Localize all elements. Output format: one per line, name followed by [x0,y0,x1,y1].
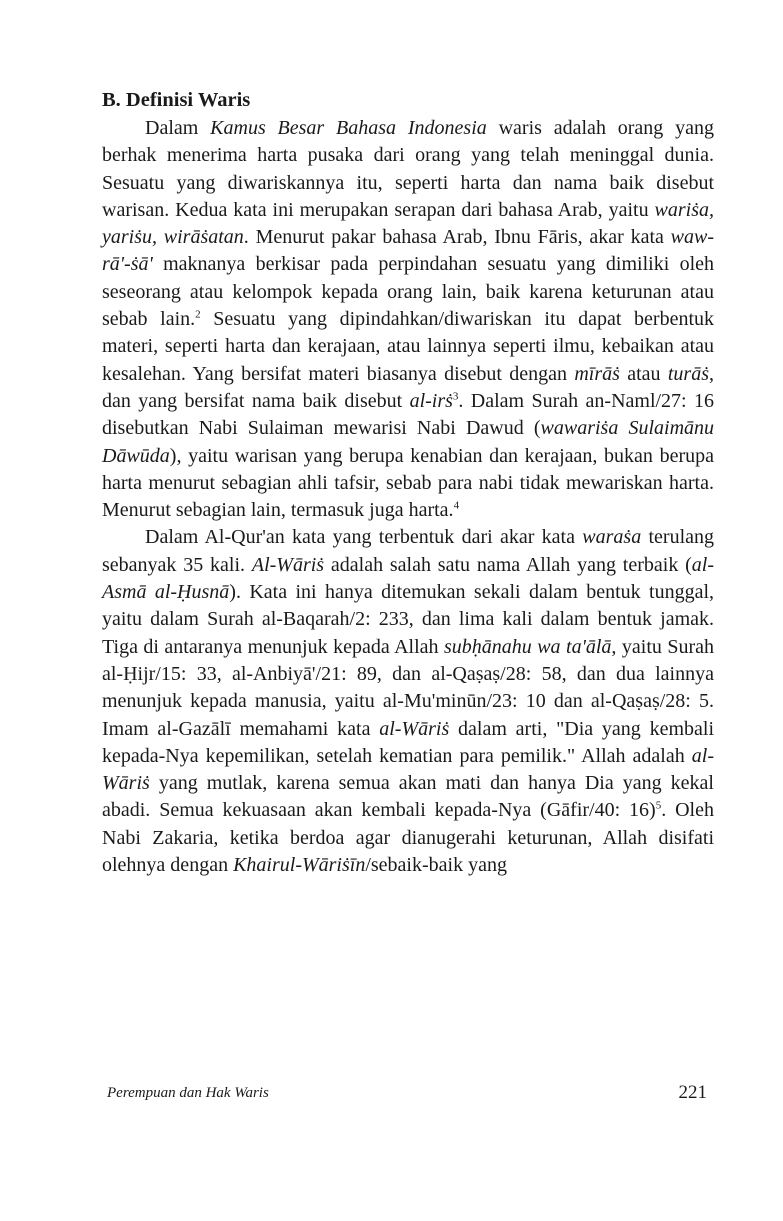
footnote-ref-2[interactable]: 2 [195,308,201,321]
paragraph-2 [102,524,714,879]
para2-text-9: /sebaik-baik yang [365,854,507,877]
para2-italic-1: waraṡa [582,526,642,549]
para2-text-7: yang mutlak, karena semua akan mati dan hanya Dia yang kekal abadi. Semua kekuasaan akan kembali kepada-Nya (Gāfir/40: 16) [102,772,714,822]
para1-italic-4: mīrāṡ [574,362,620,385]
page-footer [107,1082,707,1106]
para1-text-6: atau [619,362,668,385]
section-heading: B. Definisi Waris [102,89,251,111]
para2-text-5: , yaitu Surah al-Ḥijr/15: 33, al-Anbiyā'/21: 89, dan al-Qaṣaṣ/28: 58, dan dua lainnya menunjuk kepada manusia, yaitu al-Mu'minūn/23: 10 dan al-Qaṣaṣ/28: 5. Imam al-Gazālī memahami kata [102,635,715,740]
para2-italic-7: Khairul-Wāriṡīn [233,854,366,877]
para1-text-3: . Menurut pakar bahasa Arab, Ibnu Fāris, akar kata [243,226,671,249]
para2-italic-2: Al-Wāriṡ [251,553,325,576]
para2-text-3: adalah salah satu nama Allah yang terbaik ( [324,553,692,576]
para1-italic-1: Kamus Besar Bahasa Indonesia [210,117,487,139]
para2-italic-4: subḥānahu wa ta'ālā [443,635,612,658]
para1-text-2: waris adalah orang yang berhak menerima harta pusaka dari orang yang telah meninggal dunia. Sesuatu yang diwariskannya itu, seperti harta dan nama baik disebut warisan. Kedua kata ini merupakan serapan dari bahasa Arab, yaitu [102,117,715,221]
para2-text-1: Dalam Al-Qur'an kata yang terbentuk dari akar kata [145,526,583,549]
para1-text-7: , dan yang bersifat nama baik disebut [102,362,714,412]
paragraph-1 [102,115,714,524]
para2-text-2: terulang sebanyak 35 kali. [102,526,715,576]
para1-text-1: Dalam [145,117,211,139]
page-number: 221 [678,1082,707,1103]
para2-text-8: . Oleh Nabi Zakaria, ketika berdoa agar dianugerahi keturunan, Allah disifati olehnya dengan [102,799,714,877]
para1-italic-5: turāṡ [667,362,709,385]
para2-text-6: dalam arti, "Dia yang kembali kepada-Nya kepemilikan, setelah kematian para pemilik." Allah adalah [102,717,714,767]
para1-text-8: . Dalam Surah an-Naml/27: 16 disebutkan Nabi Sulaiman mewarisi Nabi Dawud ( [102,389,714,440]
para2-italic-6: al-Wāriṡ [102,744,714,795]
para1-text-4: maknanya berkisar pada perpindahan sesuatu yang dimiliki oleh seseorang atau kelompok kepada orang lain, baik karena keturunan atau sebab lain. [102,253,714,331]
para1-italic-7: wawariṡa Sulaimānu Dāwūda [102,417,715,467]
para2-italic-3: al-Asmā al-Ḥusnā [102,553,715,604]
para1-text-5: Sesuatu yang dipindahkan/diwariskan itu dapat berbentuk materi, seperti harta dan kerajaan, atau lainnya seperti ilmu, kebaikan atau kesalehan. Yang bersifat materi biasanya disebut dengan [102,308,715,385]
para2-text-4: ). Kata ini hanya ditemukan sekali dalam bentuk tunggal, yaitu dalam Surah al-Baqarah/2: 233, dan lima kali dalam bentuk jamak. Tiga di antaranya menunjuk kepada Allah [102,581,714,658]
para1-italic-6: al-irṡ [409,389,453,412]
para1-text-9: ), yaitu warisan yang berupa kenabian dan kerajaan, bukan berupa harta menurut sebagian ahli tafsir, sebab para nabi tidak mewariskan harta. Menurut sebagian lain, termasuk juga harta. [102,444,714,522]
para1-italic-3: waw-rā'-ṡā' [102,226,714,276]
page-body [102,86,714,879]
para1-italic-2: wariṡa, yariṡu, wirāṡatan [102,198,714,249]
running-title: Perempuan dan Hak Waris [107,1085,269,1101]
footnote-ref-5[interactable]: 5 [655,799,662,812]
footnote-ref-4[interactable]: 4 [453,499,460,512]
para2-italic-5: al-Wāriṡ [379,717,450,740]
footnote-ref-3[interactable]: 3 [452,390,459,403]
